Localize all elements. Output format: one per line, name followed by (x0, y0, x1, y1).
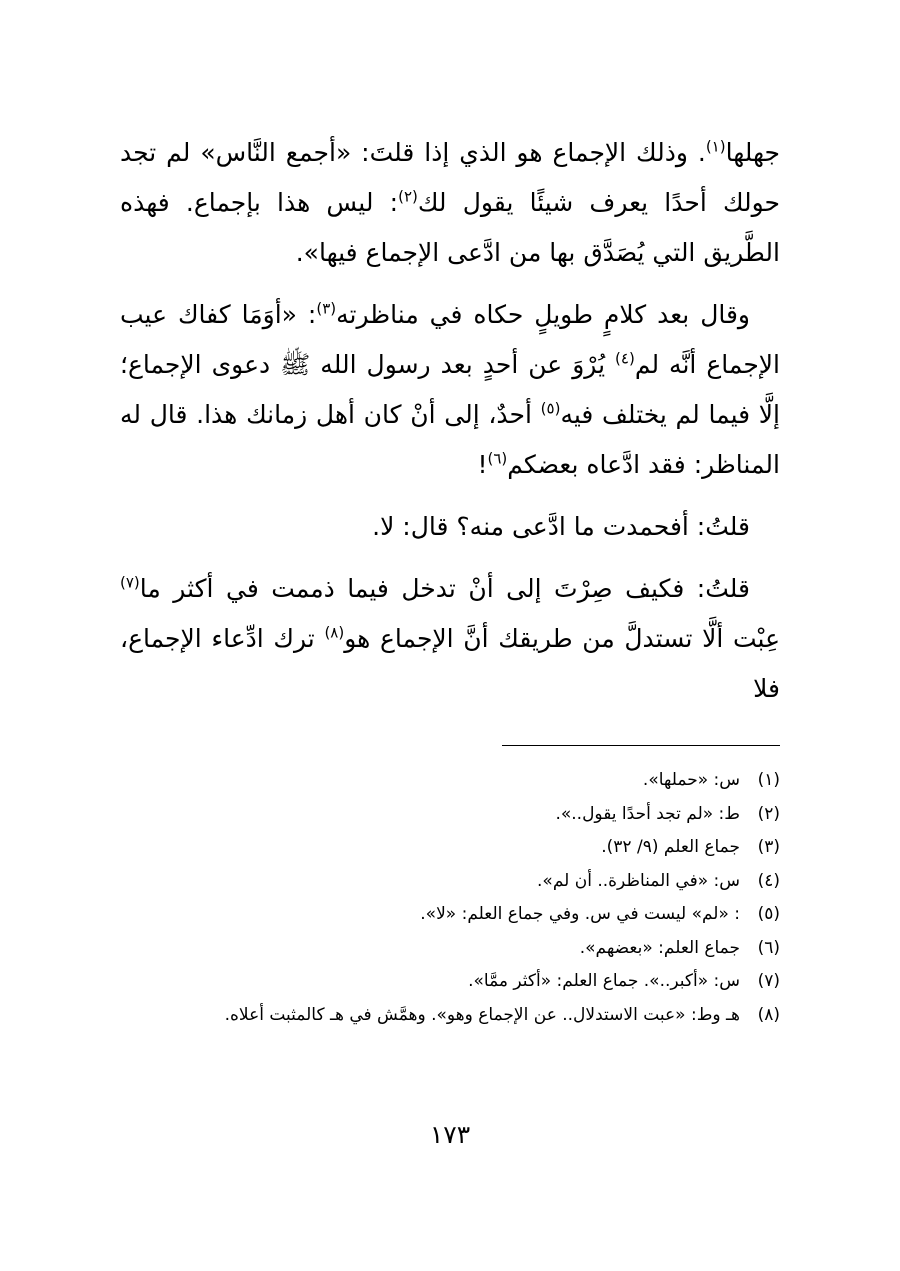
footnote-ref-2: (٢) (398, 187, 418, 206)
footnote-text: هـ وط: «عبت الاستدلال.. عن الإجماع وهو». وهمَّش في هـ كالمثبت أعلاه. (224, 1004, 740, 1025)
footnote-number: (٢) (757, 803, 780, 824)
footnote-ref-3: (٣) (316, 299, 337, 318)
text-span: : ليس هذا بإجماع. فهذه الطَّريق التي يُصَدَّق بها من ادَّعى الإجماع فيها». (120, 188, 780, 267)
paragraph-3 (120, 502, 780, 552)
footnote-ref-5: (٥) (540, 399, 561, 418)
paragraph-1 (120, 128, 780, 278)
text-span: . وذلك الإجماع هو الذي إذا قلتَ: «أجمع النَّاس» لم تجد حولك أحدًا يعرف شيئًا يقول لك (120, 138, 781, 217)
footnote-item (120, 831, 780, 865)
footnote-text: س: «حملها». (642, 770, 740, 790)
footnote-item (120, 764, 780, 798)
text-span: جهلها (725, 138, 780, 167)
footnote-item (120, 865, 780, 899)
footnote-ref-6: (٦) (487, 449, 508, 468)
main-text (120, 128, 780, 714)
text-span: قلتُ: فكيف صِرْتَ إلى أنْ تدخل فيما ذممت في أكثر ما (139, 574, 750, 603)
paragraph-4 (120, 564, 780, 714)
footnote-ref-1: (١) (705, 137, 726, 156)
text-span: قلتُ: أفحمدت ما ادَّعى منه؟ قال: لا. (372, 512, 750, 541)
footnote-text: س: «في المناظرة.. أن لم». (537, 870, 740, 891)
footnote-ref-7: (٧) (120, 573, 140, 592)
paragraph-2 (120, 290, 780, 490)
text-span: ترك ادِّعاء الإجماع، فلا (120, 624, 780, 703)
footnote-text: جماع العلم: «بعضهم». (579, 937, 740, 958)
footnote-text: جماع العلم (٩/ ٣٢). (601, 837, 740, 857)
footnote-number: (٤) (757, 870, 780, 891)
footnote-number: (٣) (757, 837, 780, 857)
text-span: ! (477, 450, 488, 479)
footnote-number: (٦) (757, 937, 780, 958)
footnote-item (120, 999, 780, 1033)
text-span: أحدٌ، إلى أنْ كان أهل زمانك هذا. قال له المناظر: فقد ادَّعاه بعضكم (120, 400, 780, 479)
footnote-number: (١) (757, 770, 780, 790)
footnote-number: (٧) (757, 971, 780, 991)
text-span: وقال بعد كلامٍ طويلٍ حكاه في مناظرته (336, 300, 751, 329)
footnote-item (120, 798, 780, 832)
footnote-ref-8: (٨) (324, 623, 345, 642)
footnote-ref-4: (٤) (615, 349, 635, 368)
footnote-item (120, 898, 780, 932)
text-span: يُرْوَ عن أحدٍ بعد رسول الله ﷺ دعوى الإجماع؛ إلَّا فيما لم يختلف فيه (120, 350, 780, 429)
page-number: ١٧٣ (429, 1120, 471, 1149)
footnote-number: (٥) (757, 904, 780, 924)
footnote-text: : «لم» ليست في س. وفي جماع العلم: «لا». (420, 904, 740, 924)
footnotes (120, 764, 780, 1032)
footnote-text: س: «أكبر..». جماع العلم: «أكثر ممَّا». (468, 971, 740, 991)
footnote-separator (502, 745, 780, 746)
text-span: : «أوَمَا كفاك عيب الإجماع أنَّه لم (120, 300, 781, 379)
footnote-text: ط: «لم تجد أحدًا يقول..». (555, 803, 740, 824)
footnote-item (120, 932, 780, 966)
footnote-item (120, 965, 780, 999)
footnote-number: (٨) (757, 1004, 780, 1025)
text-span: عِبْت ألَّا تستدلَّ من طريقك أنَّ الإجماع هو (344, 624, 780, 653)
